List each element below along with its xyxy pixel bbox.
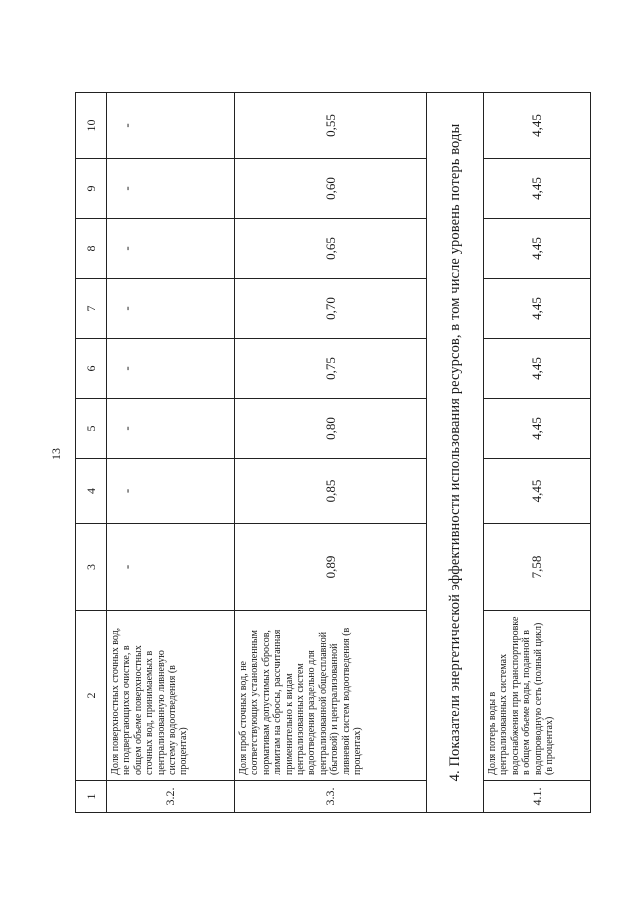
row-value: - xyxy=(107,339,235,399)
indicators-table xyxy=(75,92,591,813)
row-value: - xyxy=(107,219,235,279)
header-cell: 8 xyxy=(76,219,107,279)
header-cell: 7 xyxy=(76,279,107,339)
table-row xyxy=(235,93,427,813)
row-description: Доля потерь воды в централизованных системах водоснабжения при транспортировке в общем объеме воды, поданной в водопроводную сеть (полный цикл) (в процентах) xyxy=(484,611,591,781)
header-cell: 1 xyxy=(76,781,107,813)
row-value: 4,45 xyxy=(484,279,591,339)
row-value: - xyxy=(107,279,235,339)
header-cell: 2 xyxy=(76,611,107,781)
section-heading xyxy=(427,93,484,813)
section-title: Показатели энергетической эффективности использования ресурсов, в том числе уровень потерь воды xyxy=(446,123,463,767)
row-number: 4.1. xyxy=(484,781,591,813)
row-value: 4,45 xyxy=(484,399,591,459)
row-number: 3.2. xyxy=(107,781,235,813)
row-value: 0,65 xyxy=(235,219,427,279)
table-header-row xyxy=(76,93,107,813)
row-value: 4,45 xyxy=(484,159,591,219)
row-description: Доля проб сточных вод, не соответствующих установленным нормативам допустимых сбросов, лимитам на сбросы, рассчитанная применительно к видам централизованных систем водоотведения раздельно для централизованной общесплавной (бытовой) и централизованной ливневой систем водоотведения (в процентах) xyxy=(235,611,427,781)
row-value: 4,45 xyxy=(484,219,591,279)
header-cell: 9 xyxy=(76,159,107,219)
row-value: - xyxy=(107,399,235,459)
row-value: 0,89 xyxy=(235,524,427,611)
header-cell: 10 xyxy=(76,93,107,159)
section-number: 4. xyxy=(446,770,463,782)
row-value: - xyxy=(107,459,235,524)
table-row xyxy=(107,93,235,813)
row-value: - xyxy=(107,93,235,159)
table-row xyxy=(484,93,591,813)
row-value: 0,75 xyxy=(235,339,427,399)
row-value: 0,60 xyxy=(235,159,427,219)
header-cell: 6 xyxy=(76,339,107,399)
row-value: - xyxy=(107,524,235,611)
row-description: Доля поверхностных сточных вод, не подвергающихся очистке, в общем объеме поверхностных сточных вод, принимаемых в централизованную ливневую систему водоотведения (в процентах) xyxy=(107,611,235,781)
row-value: 4,45 xyxy=(484,93,591,159)
row-value: 4,45 xyxy=(484,339,591,399)
header-cell: 4 xyxy=(76,459,107,524)
rotated-table-block xyxy=(75,93,556,813)
header-cell: 3 xyxy=(76,524,107,611)
row-number: 3.3. xyxy=(235,781,427,813)
row-value: - xyxy=(107,159,235,219)
header-cell: 5 xyxy=(76,399,107,459)
row-value: 0,80 xyxy=(235,399,427,459)
row-value: 0,85 xyxy=(235,459,427,524)
row-value: 4,45 xyxy=(484,459,591,524)
row-value: 0,55 xyxy=(235,93,427,159)
row-value: 7,58 xyxy=(484,524,591,611)
section-row xyxy=(427,93,484,813)
page-number: 13 xyxy=(49,448,63,460)
row-value: 0,70 xyxy=(235,279,427,339)
